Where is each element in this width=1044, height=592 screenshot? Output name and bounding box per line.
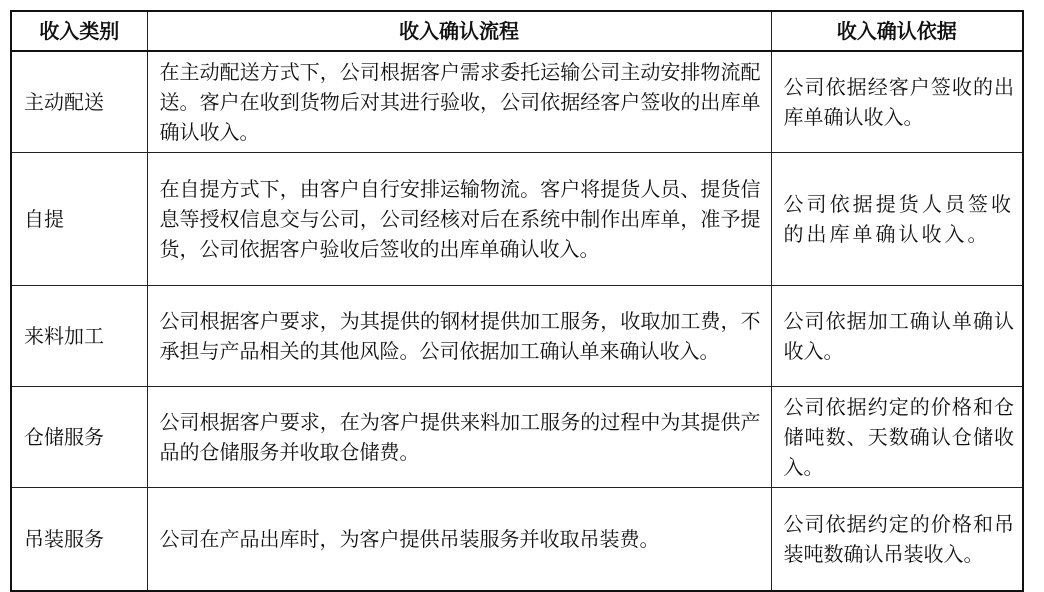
category-cell: 自提	[11, 153, 147, 286]
table-row	[11, 51, 1023, 153]
revenue-recognition-table	[10, 10, 1024, 592]
basis-cell: 公司依据经客户签收的出库单确认收入。	[771, 51, 1023, 153]
process-cell: 公司在产品出库时，为客户提供吊装服务并收取吊装费。	[147, 488, 771, 592]
basis-cell: 公司依据约定的价格和吊装吨数确认吊装收入。	[771, 488, 1023, 592]
table-row	[11, 286, 1023, 387]
header-category: 收入类别	[11, 11, 147, 51]
process-cell: 在主动配送方式下，公司根据客户需求委托运输公司主动安排物流配送。客户在收到货物后对其进行验收，公司依据经客户签收的出库单确认收入。	[147, 51, 771, 153]
process-cell: 公司根据客户要求，为其提供的钢材提供加工服务，收取加工费，不承担与产品相关的其他风险。公司依据加工确认单来确认收入。	[147, 286, 771, 387]
header-process: 收入确认流程	[147, 11, 771, 51]
category-cell: 吊装服务	[11, 488, 147, 592]
basis-cell: 公司依据约定的价格和仓储吨数、天数确认仓储收入。	[771, 387, 1023, 488]
category-cell: 主动配送	[11, 51, 147, 153]
table-row	[11, 387, 1023, 488]
process-cell: 公司根据客户要求，在为客户提供来料加工服务的过程中为其提供产品的仓储服务并收取仓储费。	[147, 387, 771, 488]
basis-cell: 公司依据提货人员签收的出库单确认收入。	[771, 153, 1023, 286]
table-header-row	[11, 11, 1023, 51]
category-cell: 来料加工	[11, 286, 147, 387]
table-row	[11, 153, 1023, 286]
basis-cell: 公司依据加工确认单确认收入。	[771, 286, 1023, 387]
table-row	[11, 488, 1023, 592]
process-cell: 在自提方式下，由客户自行安排运输物流。客户将提货人员、提货信息等授权信息交与公司，公司经核对后在系统中制作出库单，准予提货，公司依据客户验收后签收的出库单确认收入。	[147, 153, 771, 286]
header-basis: 收入确认依据	[771, 11, 1023, 51]
category-cell: 仓储服务	[11, 387, 147, 488]
